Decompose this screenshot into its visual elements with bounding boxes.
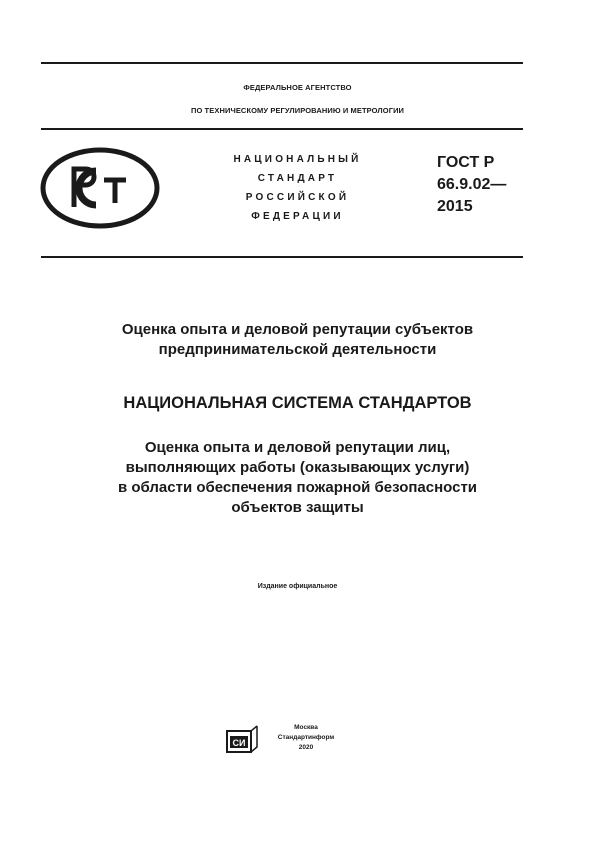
title-line: выполняющих работы (оказывающих услуги) xyxy=(125,459,470,476)
designation-line: 2015 xyxy=(437,198,473,215)
designation-line: ГОСТ Р xyxy=(437,154,495,171)
svg-text:СИ: СИ xyxy=(232,738,246,748)
publisher-name: Стандартинформ xyxy=(277,734,335,741)
designation-line: 66.9.02— xyxy=(437,176,507,193)
publisher-city: Москва xyxy=(294,724,318,731)
rst-certification-mark-icon xyxy=(40,147,160,229)
standartinform-logo-icon xyxy=(225,725,259,753)
title-part-1 xyxy=(0,320,595,360)
title-line: Оценка опыта и деловой репутации лиц, xyxy=(144,439,451,456)
top-rule xyxy=(41,62,523,64)
title-line: в области обеспечения пожарной безопасности xyxy=(117,479,478,496)
standard-type-line: НАЦИОНАЛЬНЫЙ xyxy=(233,154,362,165)
header-bottom-rule xyxy=(41,256,523,258)
publisher-info xyxy=(266,723,346,753)
title-part-3 xyxy=(0,438,595,518)
title-line: предпринимательской деятельности xyxy=(158,341,437,358)
title-line: Оценка опыта и деловой репутации субъектов xyxy=(121,321,474,338)
title-line: объектов защиты xyxy=(231,499,364,516)
standard-type-line: СТАНДАРТ xyxy=(257,173,338,184)
agency-line-2: ПО ТЕХНИЧЕСКОМУ РЕГУЛИРОВАНИЮ И МЕТРОЛОГИИ xyxy=(190,106,405,115)
agency-line-1: ФЕДЕРАЛЬНОЕ АГЕНТСТВО xyxy=(243,83,352,92)
title-part-2: НАЦИОНАЛЬНАЯ СИСТЕМА СТАНДАРТОВ xyxy=(123,394,472,412)
header-rule xyxy=(41,128,523,130)
standard-type-line: РОССИЙСКОЙ xyxy=(245,192,350,203)
standard-designation xyxy=(437,152,506,218)
standard-type-line: ФЕДЕРАЦИИ xyxy=(251,211,344,222)
standard-type xyxy=(215,150,380,226)
publisher-year: 2020 xyxy=(298,744,314,751)
edition-label: Издание официальное xyxy=(257,583,338,590)
